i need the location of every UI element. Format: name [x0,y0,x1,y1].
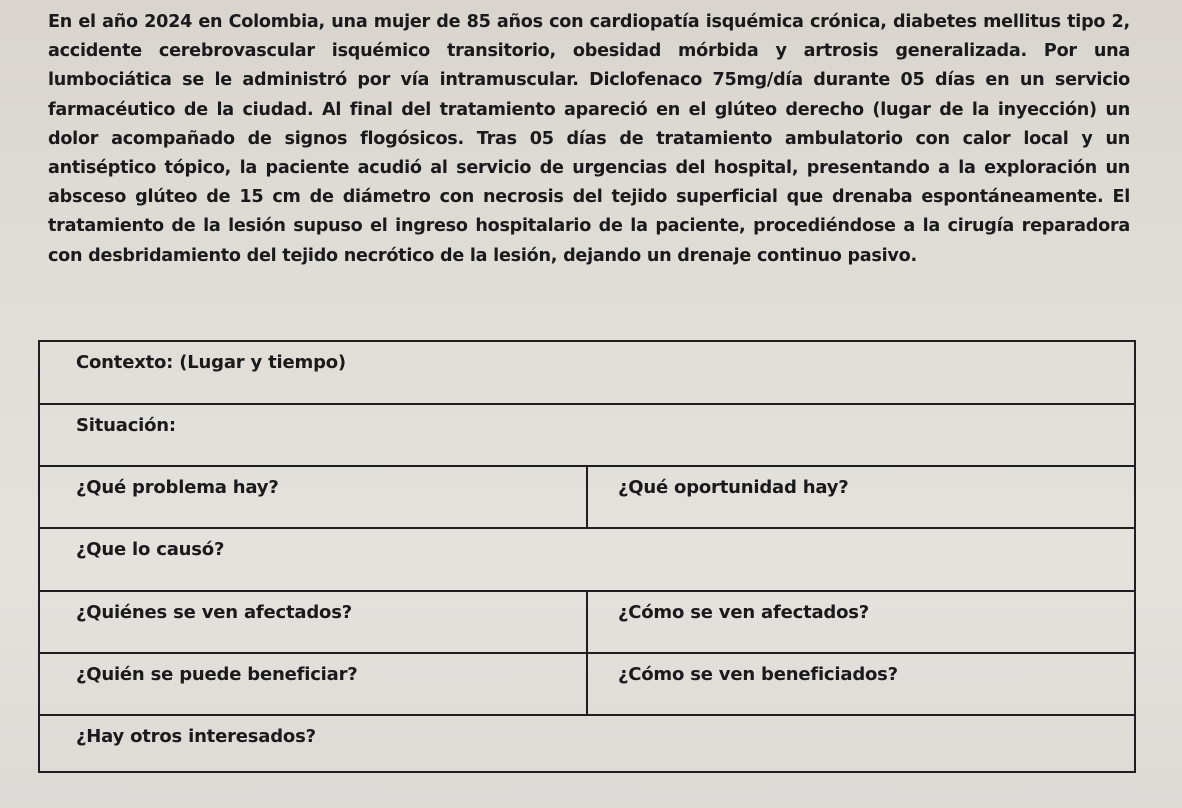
row-contexto [40,342,1134,403]
affected-how-field[interactable]: ¿Cómo se ven afectados? [618,602,870,623]
benefit-who-field[interactable]: ¿Quién se puede beneficiar? [40,654,588,714]
row-beneficiados [40,652,1134,714]
analysis-table [38,340,1136,773]
problem-field[interactable]: ¿Qué problema hay? [40,467,588,527]
other-stakeholders-field[interactable]: ¿Hay otros interesados? [76,726,316,747]
cause-field[interactable]: ¿Que lo causó? [76,539,225,560]
row-otros [40,714,1134,771]
row-problema-oportunidad [40,465,1134,527]
case-description: En el año 2024 en Colombia, una mujer de 85 años con cardiopatía isquémica crónica, diabetes mellitus tipo 2, accidente cerebrovascular isquémico transitorio, obesidad mórbida y artrosis generalizada. Por una lumbociática se le administró por vía intramuscular. Diclofenaco 75mg/día durante 05 días en un servicio farmacéutico de la ciudad. Al final del tratamiento apareció en el glúteo derecho (lugar de la inyección) un dolor acompañado de signos flogósicos. Tras 05 días de tratamiento ambulatorio con calor local y un antiséptico tópico, la paciente acudió al servicio de urgencias del hospital, presentando a la exploración un absceso glúteo de 15 cm de diámetro con necrosis del tejido superficial que drenaba espontáneamente. El tratamiento de la lesión supuso el ingreso hospitalario de la paciente, procediéndose a la cirugía reparadora con desbridamiento del tejido necrótico de la lesión, dejando un drenaje continuo pasivo. [48,12,1130,266]
opportunity-field[interactable]: ¿Qué oportunidad hay? [618,477,849,498]
context-field[interactable]: Contexto: (Lugar y tiempo) [76,352,346,373]
situation-field[interactable]: Situación: [76,415,176,436]
benefit-how-field[interactable]: ¿Cómo se ven beneficiados? [618,664,898,685]
row-situacion [40,403,1134,465]
affected-who-field[interactable]: ¿Quiénes se ven afectados? [40,592,588,652]
row-afectados [40,590,1134,652]
row-causa [40,527,1134,590]
